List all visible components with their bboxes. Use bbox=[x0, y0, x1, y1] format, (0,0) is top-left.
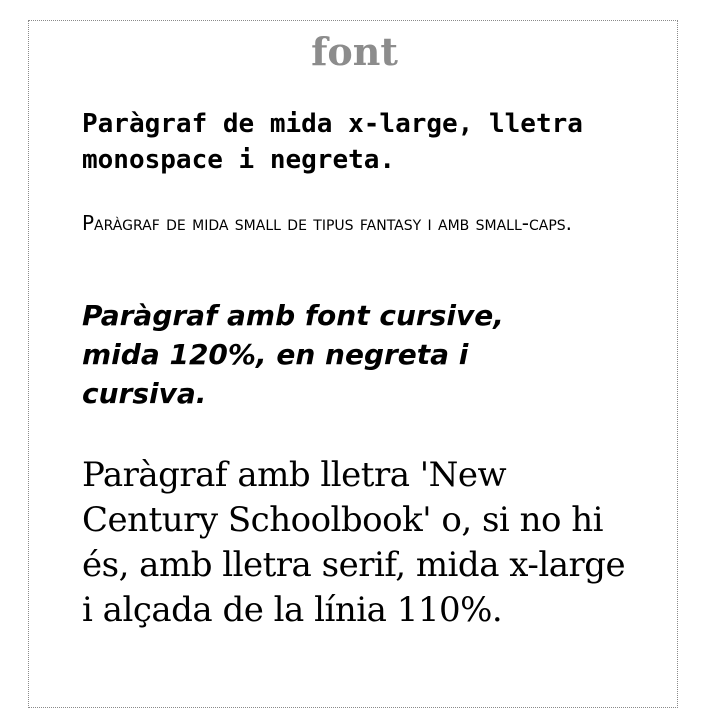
page-title: font bbox=[311, 29, 398, 74]
paragraph-fantasy-small-caps: Paràgraf de mida small de tipus fantasy i amb small-caps. bbox=[82, 211, 573, 235]
paragraph-monospace: Paràgraf de mida x-large, lletra monospace i negreta. bbox=[82, 109, 583, 175]
paragraph-cursive: Paràgraf amb font cursive, mida 120%, en negreta i cursiva. bbox=[82, 299, 504, 410]
paragraph-serif: Paràgraf amb lletra 'New Century Schoolbook' o, si no hi és, amb lletra serif, mida x-large i alçada de la línia 110%. bbox=[82, 455, 626, 630]
